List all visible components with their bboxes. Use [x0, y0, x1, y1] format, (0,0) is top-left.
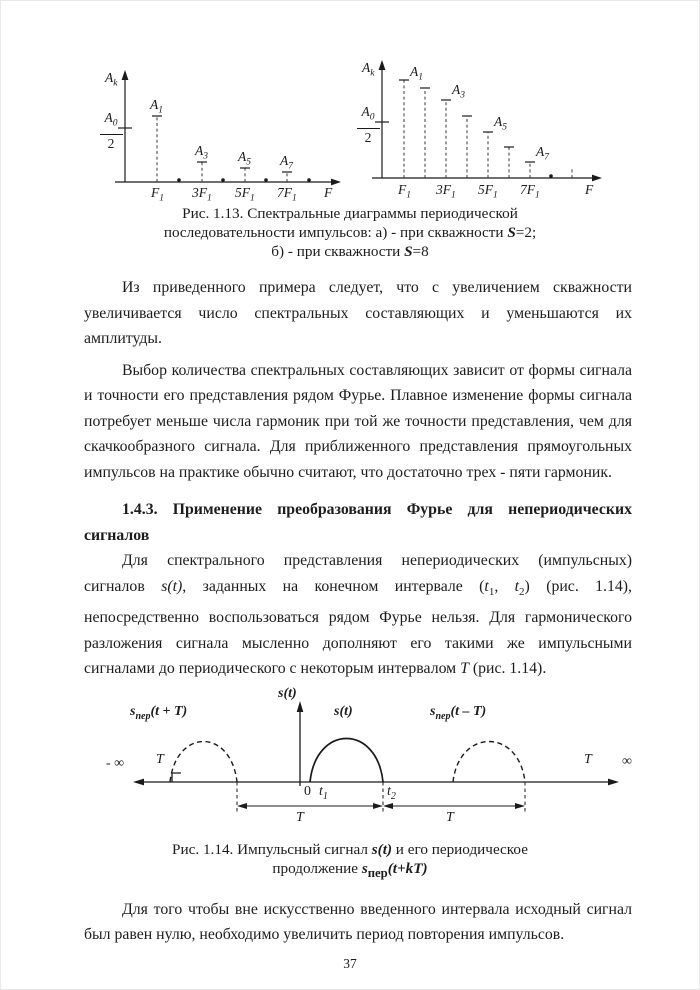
var: A [195, 143, 204, 158]
denominator: 2 [364, 129, 372, 145]
harmonic-line-4 [462, 116, 472, 178]
var: F [151, 185, 160, 200]
amplitude-axis-arrow [379, 60, 386, 70]
harmonic-line-2 [420, 88, 430, 178]
arg: (t – T) [450, 703, 487, 719]
var: s [361, 859, 368, 877]
infinity-label: ∞ [622, 753, 632, 769]
zero-harmonic-dot [264, 178, 268, 182]
period-T-right-label: T [584, 751, 592, 767]
var: A [410, 64, 419, 79]
label-A7 [536, 144, 549, 166]
periodic-pulse-left [170, 741, 237, 782]
figure-1-14-caption [0, 840, 700, 883]
var-T: T [460, 660, 469, 678]
signal-pulse [310, 738, 383, 782]
spectral-diagram-s8 [352, 56, 608, 204]
sub: пер [367, 865, 388, 880]
duty-cycle-symbol: S [507, 224, 516, 241]
sub: k [370, 68, 375, 79]
var: s [130, 703, 136, 719]
caption-text: =2; [515, 224, 537, 241]
page-number: 37 [343, 955, 357, 971]
sub: 1 [488, 585, 495, 598]
label-A5 [238, 149, 251, 171]
var: A [361, 104, 370, 119]
caption-text: =8 [412, 243, 429, 260]
var: F [585, 182, 594, 197]
sub: 5 [502, 122, 507, 133]
sub: 7 [288, 161, 293, 172]
label-F1 [398, 182, 411, 204]
figure-1-14 [78, 686, 638, 838]
sub: 1 [535, 190, 540, 201]
signal-axis-arrow [297, 701, 304, 712]
pre: 3 [192, 185, 199, 200]
var: F [198, 185, 207, 200]
sub: 2 [390, 790, 396, 802]
sub: 0 [369, 112, 375, 123]
sub: 1 [493, 190, 498, 201]
sub: 1 [159, 193, 164, 204]
periodic-pulse-right-label [430, 704, 486, 725]
spectral-diagram-s2 [95, 64, 347, 204]
sub: 1 [158, 105, 163, 116]
sub: 1 [418, 72, 423, 83]
label-A1 [410, 64, 423, 86]
amplitude-axis-arrow [122, 70, 129, 80]
figure-1-13 [0, 56, 700, 204]
label-A3 [452, 82, 465, 104]
paragraph-1: Из приведенного примера следует, что с увеличением скважности увеличивается число спектральных составляющих и уменьшаются их амплитуды. [84, 279, 632, 347]
var: F [442, 182, 451, 197]
label-A5 [494, 114, 507, 136]
pre: 5 [478, 182, 485, 197]
numerator [100, 109, 123, 135]
spectral-diagram-s2-canvas [95, 64, 347, 204]
text: , заданных на конечном интервале ( [182, 577, 485, 595]
caption-text: б) - при скважности [271, 243, 405, 260]
t1-label [319, 784, 328, 805]
sub: 0 [112, 118, 118, 129]
label-Ak [362, 60, 374, 82]
label-5F1 [478, 182, 498, 204]
sub: 2 [519, 585, 525, 598]
measure-arrowhead [237, 803, 247, 809]
minus-infinity-label: - ∞ [106, 755, 125, 771]
caption-text: продолжение [272, 859, 362, 877]
caption-text: и его периодическое [392, 840, 528, 858]
var: t [387, 783, 391, 799]
sub: 3 [460, 90, 465, 101]
caption-line [0, 840, 700, 859]
caption-line [0, 204, 700, 223]
sub: 1 [322, 790, 328, 802]
label-A7 [280, 153, 293, 175]
sub: 5 [246, 157, 251, 168]
var: F [324, 185, 333, 200]
denominator: 2 [107, 135, 115, 151]
paragraph-3 [84, 548, 632, 682]
harmonic-line-1 [152, 116, 162, 182]
var: F [241, 185, 250, 200]
var: A [362, 60, 371, 75]
var: F [484, 182, 493, 197]
t2-label [387, 784, 396, 805]
zero-harmonic-dot [177, 178, 181, 182]
sub: пер [435, 710, 451, 722]
var: A [494, 114, 503, 129]
text: Для спектрального представления непериодических (импульсных) сигналов [84, 552, 632, 595]
duty-cycle-symbol: S [404, 243, 413, 260]
harmonic-line-5 [483, 132, 493, 178]
measure-arrowhead [515, 803, 525, 809]
sub: 1 [406, 190, 411, 201]
time-axis-right-arrow [608, 778, 619, 785]
var: A [150, 97, 159, 112]
sub: 1 [207, 193, 212, 204]
pre: 7 [277, 185, 284, 200]
label-7F1 [520, 182, 540, 204]
sub: 1 [451, 190, 456, 201]
var: A [105, 70, 114, 85]
period-T-measure-label: T [296, 809, 304, 825]
label-3F1 [192, 185, 212, 207]
var-t1: t [484, 577, 489, 595]
caption-text: последовательности импульсов: а) - при скважности [163, 224, 508, 241]
caption-line [0, 223, 700, 242]
sub: 7 [544, 152, 549, 163]
caption-text: Рис. 1.13. Спектральные диаграммы периодической [182, 205, 518, 222]
caption-text: Рис. 1.14. Импульсный сигнал [172, 840, 372, 858]
numerator [357, 103, 380, 129]
label-Ak [105, 70, 117, 92]
var: t [319, 783, 323, 799]
origin-label: 0 [304, 783, 311, 799]
text: ) (рис. 1.14), непосредственно воспользоваться рядом Фурье нельзя. Для гармонического разложения сигнала мысленно дополняют его такими же импульсными сигналами до периодического с некоторым интервалом [84, 577, 633, 678]
pre: 7 [520, 182, 527, 197]
label-A0-over-2 [95, 109, 127, 152]
label-A1 [150, 97, 163, 119]
arg: (t+kT) [387, 859, 428, 877]
var: A [280, 153, 289, 168]
zero-harmonic-dot [549, 174, 553, 178]
sub: 1 [250, 193, 255, 204]
sub: 3 [203, 151, 208, 162]
time-axis-left-arrow [133, 778, 144, 785]
period-T-measure-label: T [446, 809, 454, 825]
signal-st: s(t) [371, 840, 392, 858]
sub: 1 [292, 193, 297, 204]
var: A [104, 110, 113, 125]
var: A [238, 149, 247, 164]
label-F1 [151, 185, 164, 207]
label-A3 [195, 143, 208, 165]
pre: 5 [235, 185, 242, 200]
label-7F1 [277, 185, 297, 207]
label-3F1 [436, 182, 456, 204]
period-corner-bracket [172, 773, 181, 782]
text: , [494, 577, 515, 595]
harmonic-line-6 [504, 147, 514, 178]
sub: пер [135, 710, 151, 722]
measure-arrowhead [373, 803, 383, 809]
signal-st: s(t) [161, 577, 183, 595]
label-A0-over-2 [352, 103, 384, 146]
var: s [430, 703, 436, 719]
paragraph-4: Для того чтобы вне искусственно введенного интервала исходный сигнал был равен нулю, необходимо увеличить период повторения импульсов. [84, 900, 632, 944]
pre: 3 [436, 182, 443, 197]
signal-axis-label: s(t) [278, 685, 297, 701]
harmonic-line-3 [197, 162, 207, 182]
label-F-axis [324, 185, 332, 201]
sub: k [113, 78, 118, 89]
zero-harmonic-dot [221, 178, 225, 182]
text: (рис. 1.14). [468, 660, 547, 678]
caption-line [0, 859, 700, 883]
frequency-axis-arrow [592, 175, 602, 182]
label-F-axis [585, 182, 593, 198]
paragraph-2: Выбор количества спектральных составляющих зависит от формы сигнала и точности его представления рядом Фурье. Плавное изменение формы сигнала потребует меньше числа гармоник при той же точности представления, чем для скачкообразного сигнала. Для приближенного представления прямоугольных импульсов на практике обычно считают, что достаточно трех - пяти гармоник. [84, 361, 632, 481]
var: A [536, 144, 545, 159]
periodic-pulse-left-label [130, 704, 187, 725]
periodic-pulse-right [453, 741, 525, 782]
frequency-axis-arrow [331, 179, 341, 186]
var: F [398, 182, 407, 197]
section-heading-1-4-3: 1.4.3. Применение преобразования Фурье для непериодических сигналов [84, 501, 632, 544]
harmonic-line-3 [441, 100, 451, 178]
period-T-left-label: T [156, 751, 164, 767]
var: A [452, 82, 461, 97]
caption-line [0, 242, 700, 261]
figure-1-13-caption [0, 204, 700, 261]
harmonic-line-1 [399, 80, 409, 178]
var: F [283, 185, 292, 200]
signal-pulse-label: s(t) [334, 703, 353, 719]
label-5F1 [235, 185, 255, 207]
var: F [526, 182, 535, 197]
zero-harmonic-dot [307, 178, 311, 182]
arg: (t + T) [150, 703, 188, 719]
var-t2: t [514, 577, 520, 595]
harmonic-line-7 [525, 162, 535, 178]
